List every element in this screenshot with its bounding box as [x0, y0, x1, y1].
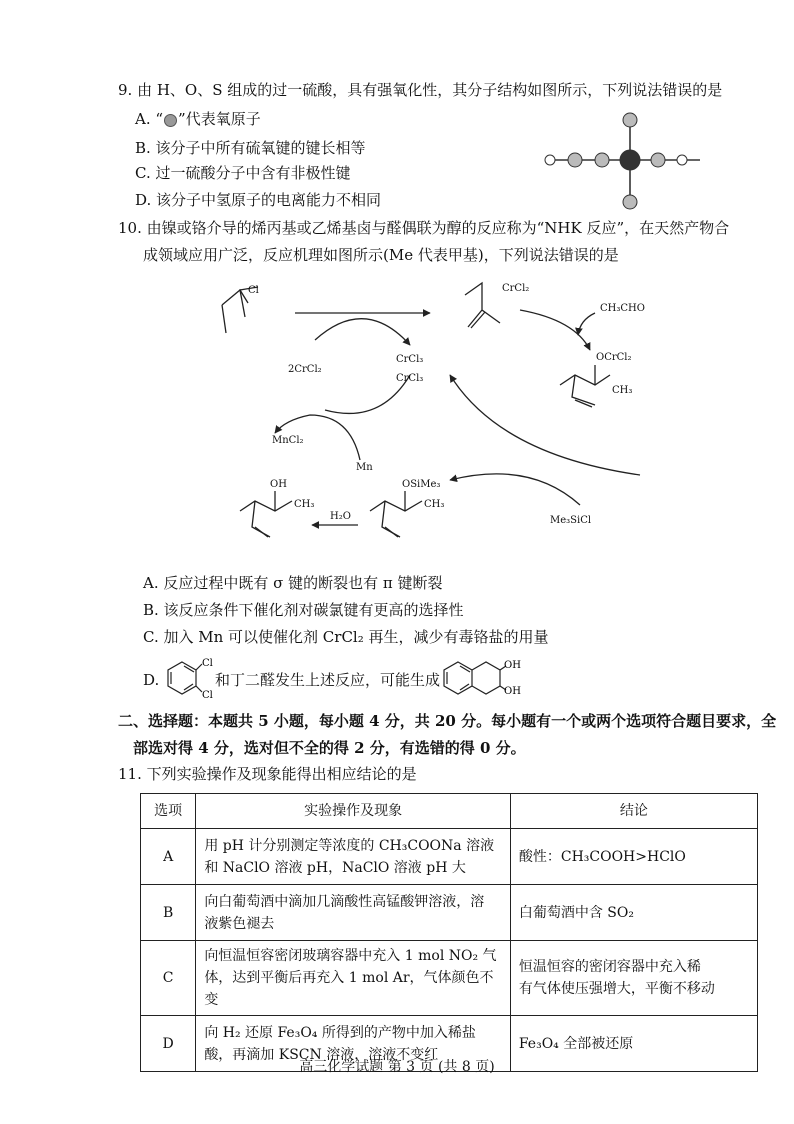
sulfur-atom [620, 150, 640, 170]
label-mncl2: MnCl₂ [272, 435, 304, 446]
oxygen-atom [568, 153, 582, 167]
section2-heading-line1: 二、选择题：本题共 5 小题，每小题 4 分，共 20 分。每小题有一个或两个选项符合题目要求，全 [118, 712, 777, 730]
operation-line: 向白葡萄酒中滴加几滴酸性高锰酸钾溶液，溶 [204, 893, 485, 910]
label-ch3-a: CH₃ [612, 385, 633, 396]
operation-line: 体，达到平衡后再充入 1 mol Ar，气体颜色不变 [204, 970, 494, 1008]
operation-line: 向恒温恒容密闭玻璃容器中充入 1 mol NO₂ 气 [204, 948, 497, 964]
q9-option-b: B. 该分子中所有硫氧键的键长相等 [135, 139, 366, 157]
q9-option-a [135, 109, 261, 129]
operation-line: 和 NaClO 溶液 pH，NaClO 溶液 pH 大 [204, 859, 466, 876]
row-option: A [141, 829, 196, 885]
operation-line: 液紫色褪去 [204, 915, 275, 932]
oxygen-atom [595, 153, 609, 167]
row-operation [196, 885, 511, 941]
table-row [141, 829, 758, 885]
q10-option-d-prefix: D. [143, 671, 160, 689]
row-conclusion [510, 829, 757, 885]
d-label-oh2: OH [504, 686, 521, 697]
conclusion-line: 酸性：CH₃COOH>HClO [518, 848, 686, 865]
operation-line: 向 H₂ 还原 Fe₃O₄ 所得到的产物中加入稀盐 [204, 1024, 476, 1041]
row-option: D [141, 1016, 196, 1072]
conclusion-line: 恒温恒容的密闭容器中充入稀 [518, 959, 701, 975]
table-row [141, 941, 758, 1016]
d-label-cl2: Cl [202, 690, 213, 700]
q9-option-a-prefix: A. “ [135, 110, 164, 128]
q9-stem: 9. 由 H、O、S 组成的过一硫酸，具有强氧化性，其分子结构如图所示，下列说法错误的是 [118, 81, 723, 99]
q9-option-d: D. 该分子中氢原子的电离能力不相同 [135, 191, 382, 209]
tetrahydronaphthalenediol-structure [442, 654, 522, 700]
label-cl: Cl [248, 285, 259, 296]
label-h2o: H₂O [330, 511, 351, 522]
q9-option-a-suffix: ”代表氧原子 [178, 110, 261, 128]
q10-option-c: C. 加入 Mn 可以使催化剂 CrCl₂ 再生，减少有毒铬盐的用量 [143, 628, 549, 646]
page-footer: 高三化学试题 第 3 页 (共 8 页) [299, 1059, 495, 1075]
oxygen-atom [651, 153, 665, 167]
q10-stem-line1: 10. 由镍或铬介导的烯丙基或乙烯基卤与醛偶联为醇的反应称为“NHK 反应”，在天然产物合 [118, 219, 730, 237]
operation-line: 酸，再滴加 KSCN 溶液，溶液不变红 [204, 1046, 439, 1063]
q11-stem: 11. 下列实验操作及现象能得出相应结论的是 [118, 765, 417, 783]
conclusion-line: 有气体使压强增大，平衡不移动 [518, 981, 715, 997]
label-me3sicl: Me₃SiCl [550, 515, 592, 526]
conclusion-line: Fe₃O₄ 全部被还原 [518, 1035, 634, 1052]
header-option: 选项 [141, 794, 196, 829]
row-conclusion [510, 885, 757, 941]
row-option: B [141, 885, 196, 941]
row-operation [196, 829, 511, 885]
d-label-oh1: OH [504, 660, 521, 671]
gray-atom-icon [164, 114, 177, 127]
nhk-mechanism-diagram [200, 275, 760, 575]
q10-option-b: B. 该反应条件下催化剂对碳氯键有更高的选择性 [143, 601, 464, 619]
q10-stem-line2: 成领域应用广泛，反应机理如图所示(Me 代表甲基)，下列说法错误的是 [143, 246, 619, 264]
table-header-row [141, 794, 758, 829]
row-option: C [141, 941, 196, 1016]
label-ch3-b: CH₃ [294, 499, 315, 510]
label-osime3: OSiMe₃ [402, 479, 441, 490]
q10-option-d-mid: 和丁二醛发生上述反应，可能生成 [215, 671, 441, 689]
row-conclusion [510, 941, 757, 1016]
section2-heading-line2: 部选对得 4 分，选对但不全的得 2 分，有选错的得 0 分。 [133, 739, 526, 757]
header-operation: 实验操作及现象 [196, 794, 511, 829]
label-ocrcl2: OCrCl₂ [596, 352, 632, 363]
label-crcl3-a: CrCl₃ [396, 354, 424, 365]
label-ch3-c: CH₃ [424, 499, 445, 510]
label-mn: Mn [356, 462, 373, 473]
label-ch3cho: CH₃CHO [600, 303, 645, 314]
label-oh: OH [270, 479, 287, 490]
q10-option-a: A. 反应过程中既有 σ 键的断裂也有 π 键断裂 [143, 574, 443, 592]
operation-line: 用 pH 计分别测定等浓度的 CH₃COONa 溶液 [204, 837, 495, 854]
row-operation [196, 941, 511, 1016]
conclusion-line: 白葡萄酒中含 SO₂ [518, 904, 634, 921]
label-crcl2-top: CrCl₂ [502, 283, 530, 294]
oxygen-atom [623, 195, 637, 209]
hydrogen-atom [677, 155, 687, 165]
label-2crcl2: 2CrCl₂ [288, 364, 322, 375]
d-label-cl1: Cl [202, 658, 213, 669]
header-conclusion: 结论 [510, 794, 757, 829]
hydrogen-atom [545, 155, 555, 165]
q9-option-c: C. 过一硫酸分子中含有非极性键 [135, 164, 351, 182]
table-row [141, 885, 758, 941]
label-crcl3-b: CrCl₃ [396, 373, 424, 384]
dichlorobenzene-structure [160, 654, 216, 700]
oxygen-atom [623, 113, 637, 127]
peroxymonosulfuric-acid-structure [540, 110, 710, 220]
q11-table [140, 793, 758, 1072]
